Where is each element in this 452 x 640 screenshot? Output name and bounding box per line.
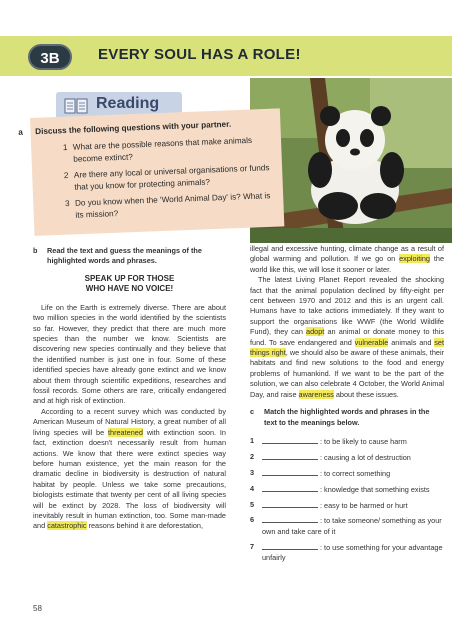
match-item-1 — [250, 436, 444, 447]
page-number: 58 — [33, 604, 42, 613]
meaning-text: : to take someone/ something as your own and take care of it — [262, 516, 442, 536]
item-number: 3 — [250, 467, 255, 477]
question-3 — [65, 190, 280, 222]
match-item-5 — [250, 500, 444, 511]
task-b-letter: b — [33, 246, 38, 255]
question-number: 3 — [64, 198, 70, 209]
item-number: 4 — [250, 483, 255, 493]
match-item-3 — [250, 468, 444, 479]
task-c-instruction: c Match the highlighted words and phrases in the text to the meanings below. — [250, 407, 430, 427]
task-a — [18, 117, 280, 227]
question-text: What are the possible reasons that make animals become extinct? — [72, 135, 253, 164]
meaning-text: : easy to be harmed or hurt — [320, 500, 408, 510]
answer-blank[interactable] — [262, 468, 318, 476]
item-number: 7 — [250, 541, 255, 551]
highlighted-word: adopt — [306, 327, 325, 337]
highlighted-word: set things right — [250, 337, 444, 358]
article-paragraph-1: Life on the Earth is extremely diverse. There are about two million species in the world identified by the scientists so far. However, they predict that there are much more species than the number we know. Scientists are discovering new species continually and they believe that the identified number is just one in four. Some of these identified species have already gone extinct and we know about them through scientific expeditions, researches and fossil records. Some others are rare, critically endangered and at high risk of extinction. — [33, 302, 226, 406]
meaning-text: : causing a lot of destruction — [320, 452, 411, 462]
task-b-instruction: b Read the text and guess the meanings of the highlighted words and phrases. — [33, 246, 202, 266]
question-number: 1 — [62, 142, 68, 153]
highlighted-word: exploiting — [399, 254, 430, 264]
highlighted-word: vulnerable — [354, 337, 389, 347]
reading-label: Reading — [96, 95, 160, 112]
answer-blank[interactable] — [262, 542, 318, 550]
article-paragraph-3: illegal and excessive hunting, climate change as a result of global warming and pollution. If we go on exploiting the world like this, we will lose it sooner or later. — [250, 244, 444, 274]
answer-blank[interactable] — [262, 452, 318, 460]
right-column — [250, 244, 444, 568]
match-item-2 — [250, 452, 444, 463]
item-number: 6 — [250, 515, 255, 525]
question-2 — [64, 162, 279, 194]
question-1 — [63, 134, 278, 166]
answer-blank[interactable] — [262, 515, 318, 523]
item-number: 1 — [250, 435, 255, 445]
meaning-text: : to be likely to cause harm — [320, 436, 407, 446]
match-item-7 — [250, 542, 444, 564]
task-a-instruction: a Discuss the following questions with your partner. — [18, 119, 232, 137]
highlighted-word: catastrophic — [47, 521, 87, 531]
article-paragraph-4: The latest Living Planet Report revealed the shocking fact that the animal population declined by fifty-eight per cent between 1970 and 2012 and this is an urgent call. Humans have to take actions immediately. If they want to support the organisations like WWF (the World Wildlife Fund), they can adopt an animal or donate money to this fund. To save endangered and vulnerable animals and set things right, we should also be aware of these animals, their habitats and find new solutions to the food and energy problems of humankind. If we want to be the part of the solution, we can also celebrate 4 October, the World Animal Day, and raise awareness about these issues. — [250, 275, 444, 399]
meaning-text: : to correct something — [320, 468, 391, 478]
question-text: Do you know when the 'World Animal Day' is? What is its mission? — [74, 191, 271, 220]
task-c-letter: c — [250, 407, 255, 417]
highlighted-word: awareness — [298, 389, 334, 399]
unit-title: EVERY SOUL HAS A ROLE! — [98, 46, 301, 63]
match-item-4 — [250, 484, 444, 495]
unit-badge: 3B — [28, 44, 72, 70]
match-item-6 — [250, 515, 444, 537]
left-column — [33, 246, 226, 532]
meaning-text: : knowledge that something exists — [320, 484, 430, 494]
meaning-text: : to use something for your advantage unfairly — [262, 542, 443, 563]
answer-blank[interactable] — [262, 484, 318, 492]
article-paragraph-2: According to a recent survey which was conducted by American Museum of Natural History, a great number of all living species will be threatened with extinction soon. In fact, extinction doesn't necessarily result from human actions. We know that there were extinct species way before human existence, yet the main reason for the dramatic decline in biodiversity is destruction of natural habitat by people. Unless we take some precautions, biologists estimate that twenty per cent of all living species will be extinct by 2028. The loss of biodiversity will inevitably result in human extinction, too. Some man-made and catastrophic reasons behind it are deforestation, — [33, 406, 226, 531]
question-text: Are there any local or universal organisations or funds that you know for protecting animals? — [73, 163, 270, 192]
task-a-letter: a — [18, 127, 23, 137]
article-title: SPEAK UP FOR THOSE WHO HAVE NO VOICE! — [84, 273, 175, 294]
item-number: 2 — [250, 451, 255, 461]
highlighted-word: threatened — [107, 427, 143, 437]
book-icon — [64, 96, 88, 116]
item-number: 5 — [250, 499, 255, 509]
answer-blank[interactable] — [262, 500, 318, 508]
question-number: 2 — [63, 170, 69, 181]
answer-blank[interactable] — [262, 436, 318, 444]
